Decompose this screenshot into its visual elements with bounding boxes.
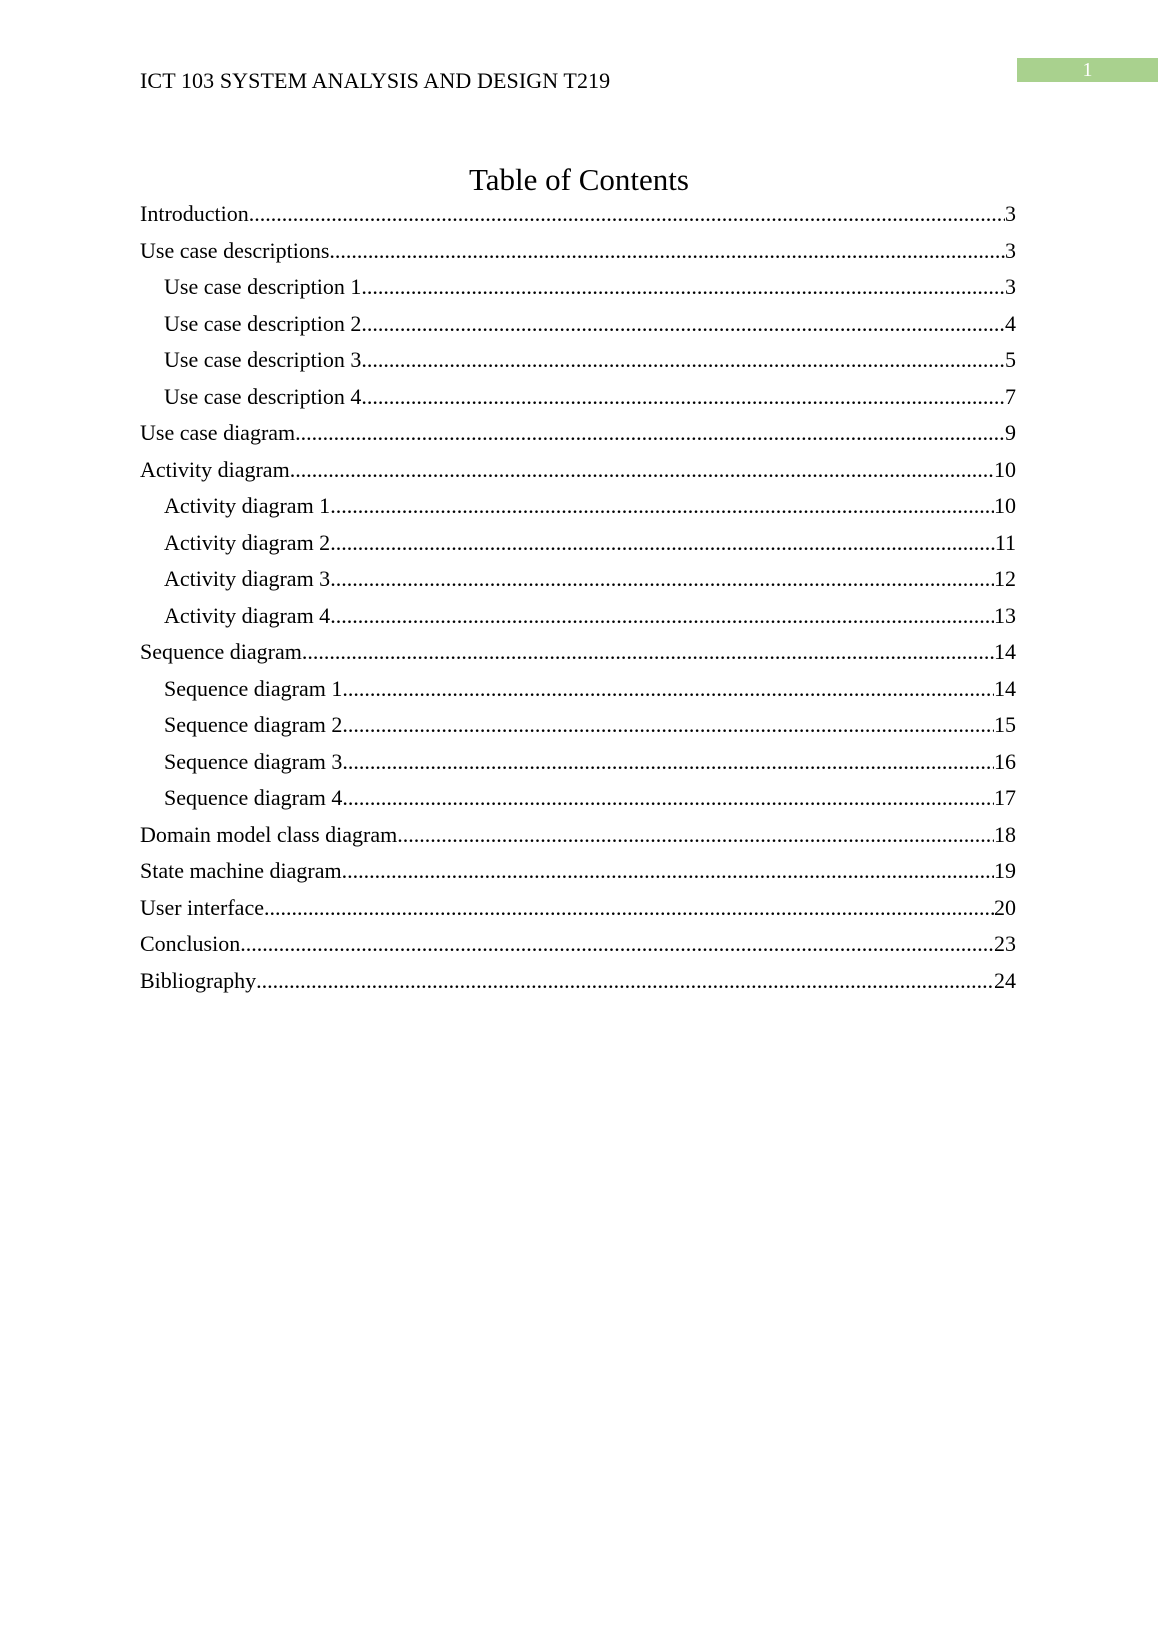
toc-dot-leader	[361, 342, 1005, 379]
toc-dot-leader	[342, 853, 994, 890]
toc-entry[interactable]	[140, 634, 1016, 671]
toc-dot-leader	[397, 817, 994, 854]
toc-entry-page-number: 3	[1005, 274, 1016, 299]
toc-entry[interactable]	[140, 853, 1016, 890]
toc-entry-page-number: 23	[994, 931, 1016, 956]
toc-entry[interactable]	[140, 780, 1016, 817]
toc-entry[interactable]	[140, 707, 1016, 744]
toc-entry[interactable]	[140, 561, 1016, 598]
running-header-title: ICT 103 SYSTEM ANALYSIS AND DESIGN T219	[140, 68, 611, 93]
toc-entry-label: Use case diagram	[140, 420, 296, 445]
toc-entry[interactable]	[140, 598, 1016, 635]
toc-entry[interactable]	[140, 744, 1016, 781]
toc-entry-label: Sequence diagram 1	[164, 675, 343, 701]
toc-entry[interactable]	[140, 415, 1016, 452]
toc-dot-leader	[240, 926, 994, 963]
toc-entry-page-number: 18	[994, 821, 1016, 847]
toc-entry-page-number: 19	[994, 858, 1016, 883]
toc-dot-leader	[330, 488, 994, 525]
toc-entry-label: Bibliography	[140, 967, 257, 993]
table-of-contents	[140, 196, 1016, 999]
toc-entry-page-number: 9	[1005, 420, 1016, 445]
toc-entry[interactable]	[140, 306, 1016, 343]
toc-dot-leader	[330, 561, 994, 598]
toc-dot-leader	[264, 890, 994, 927]
toc-entry-label: Activity diagram	[140, 456, 290, 482]
toc-entry-label: Use case descriptions	[140, 237, 330, 263]
toc-heading: Table of Contents	[469, 162, 689, 197]
toc-entry-label: Sequence diagram 4	[164, 785, 343, 810]
toc-entry-page-number: 11	[994, 529, 1016, 555]
toc-entry-label: Activity diagram 3	[164, 566, 331, 591]
toc-dot-leader	[361, 379, 1005, 416]
toc-entry-label: User interface	[140, 894, 264, 920]
toc-entry-label: Activity diagram 1	[164, 493, 331, 518]
toc-entry[interactable]	[140, 890, 1016, 927]
toc-entry-label: Use case description 4	[164, 383, 362, 409]
toc-dot-leader	[361, 269, 1005, 306]
toc-dot-leader	[330, 525, 995, 562]
toc-entry-page-number: 16	[994, 748, 1016, 774]
toc-entry[interactable]	[140, 671, 1016, 708]
toc-entry-page-number: 3	[1005, 237, 1016, 263]
toc-entry[interactable]	[140, 233, 1016, 270]
toc-entry-label: Sequence diagram 2	[164, 712, 343, 737]
toc-dot-leader	[290, 452, 994, 489]
toc-entry[interactable]	[140, 379, 1016, 416]
toc-entry-page-number: 5	[1005, 347, 1016, 372]
toc-entry-page-number: 15	[994, 712, 1016, 737]
toc-entry[interactable]	[140, 269, 1016, 306]
toc-entry-label: Conclusion	[140, 931, 241, 956]
toc-dot-leader	[361, 306, 1005, 343]
toc-entry-label: Sequence diagram 3	[164, 748, 343, 774]
toc-entry-page-number: 20	[994, 894, 1016, 920]
toc-entry-label: State machine diagram	[140, 858, 342, 883]
toc-entry-page-number: 14	[994, 639, 1016, 664]
toc-dot-leader	[295, 415, 1005, 452]
toc-entry-label: Sequence diagram	[140, 639, 302, 664]
toc-entry-label: Use case description 1	[164, 274, 362, 299]
toc-entry[interactable]	[140, 963, 1016, 1000]
toc-entry-label: Introduction	[140, 201, 249, 226]
toc-entry-label: Activity diagram 4	[164, 602, 331, 628]
toc-entry-label: Use case description 3	[164, 347, 362, 372]
toc-entry[interactable]	[140, 196, 1016, 233]
toc-dot-leader	[342, 707, 994, 744]
toc-entry[interactable]	[140, 452, 1016, 489]
toc-entry-page-number: 7	[1005, 383, 1016, 409]
toc-entry-page-number: 4	[1005, 310, 1016, 336]
toc-entry-page-number: 10	[994, 493, 1016, 518]
toc-dot-leader	[329, 233, 1005, 270]
toc-entry-page-number: 17	[994, 785, 1016, 810]
toc-entry-page-number: 12	[994, 566, 1016, 591]
toc-dot-leader	[342, 744, 994, 781]
toc-entry-page-number: 3	[1005, 201, 1016, 226]
toc-dot-leader	[330, 598, 994, 635]
toc-entry[interactable]	[140, 488, 1016, 525]
toc-dot-leader	[342, 671, 994, 708]
toc-entry-page-number: 13	[994, 602, 1016, 628]
toc-entry[interactable]	[140, 342, 1016, 379]
toc-entry-page-number: 24	[994, 967, 1016, 993]
toc-dot-leader	[256, 963, 994, 1000]
toc-entry-page-number: 14	[994, 675, 1016, 701]
toc-entry[interactable]	[140, 525, 1016, 562]
toc-entry[interactable]	[140, 817, 1016, 854]
toc-entry-label: Use case description 2	[164, 310, 362, 336]
toc-entry[interactable]	[140, 926, 1016, 963]
page-number-badge: 1	[1017, 58, 1158, 82]
toc-dot-leader	[249, 196, 1005, 233]
toc-dot-leader	[302, 634, 994, 671]
toc-dot-leader	[342, 780, 994, 817]
toc-entry-label: Activity diagram 2	[164, 529, 331, 555]
toc-entry-label: Domain model class diagram	[140, 821, 398, 847]
toc-entry-page-number: 10	[994, 456, 1016, 482]
